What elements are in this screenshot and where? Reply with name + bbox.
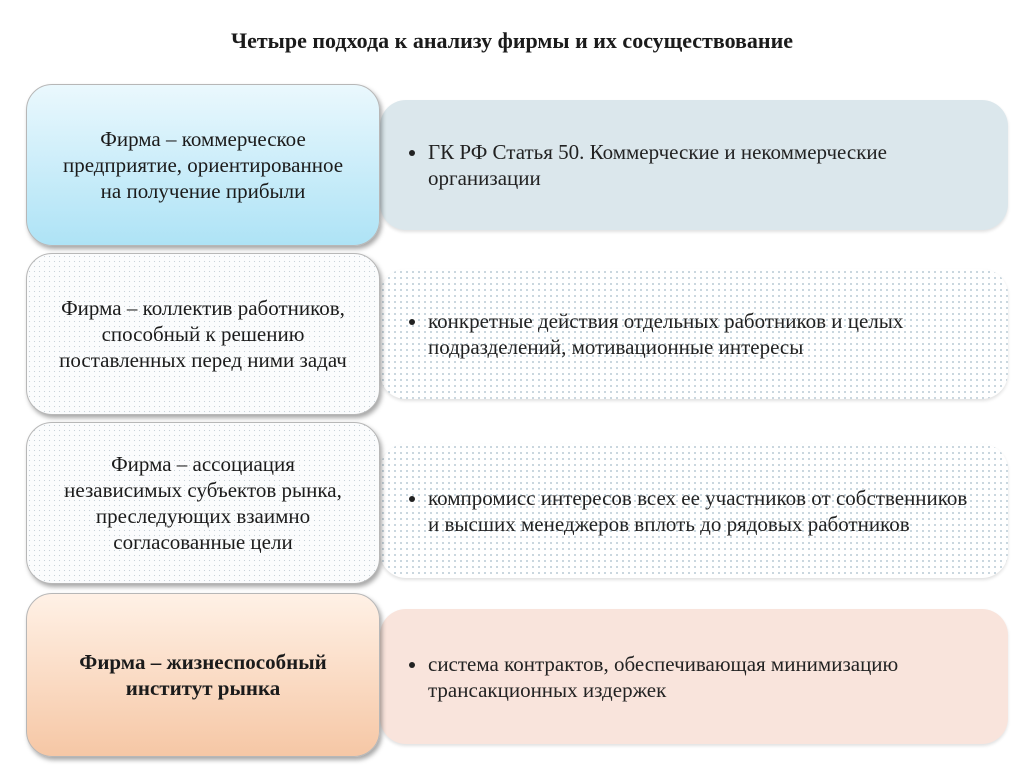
description-list — [408, 308, 978, 360]
approach-row-institution — [0, 593, 1024, 763]
description-list — [408, 139, 978, 191]
description-panel — [380, 444, 1008, 578]
description-panel — [380, 100, 1008, 230]
concept-box: Фирма – ассоциация независимых субъектов рынка, преследующих взаимно согласованные цели — [26, 422, 380, 584]
description-bullet: • конкретные действия отдельных работников и целых подразделений, мотивационные интересы — [428, 308, 978, 360]
description-panel — [380, 609, 1008, 744]
description-bullet: • система контрактов, обеспечивающая минимизацию трансакционных издержек — [428, 651, 978, 703]
concept-box: Фирма – коммерческое предприятие, ориентированное на получение прибыли — [26, 84, 380, 246]
concept-box: Фирма – жизнеспособный институт рынка — [26, 593, 380, 757]
description-list — [408, 651, 978, 703]
approach-row-commercial — [0, 84, 1024, 254]
approach-row-association — [0, 422, 1024, 592]
description-panel — [380, 269, 1008, 399]
description-bullet: • компромисс интересов всех ее участников от собственников и высших менеджеров вплоть до рядовых работников — [428, 485, 978, 537]
concept-box: Фирма – коллектив работников, способный к решению поставленных перед ними задач — [26, 253, 380, 415]
approach-row-collective — [0, 253, 1024, 423]
description-list — [408, 485, 978, 537]
description-bullet: • ГК РФ Статья 50. Коммерческие и некоммерческие организации — [428, 139, 978, 191]
slide-title: Четыре подхода к анализу фирмы и их сосуществование — [230, 28, 794, 53]
